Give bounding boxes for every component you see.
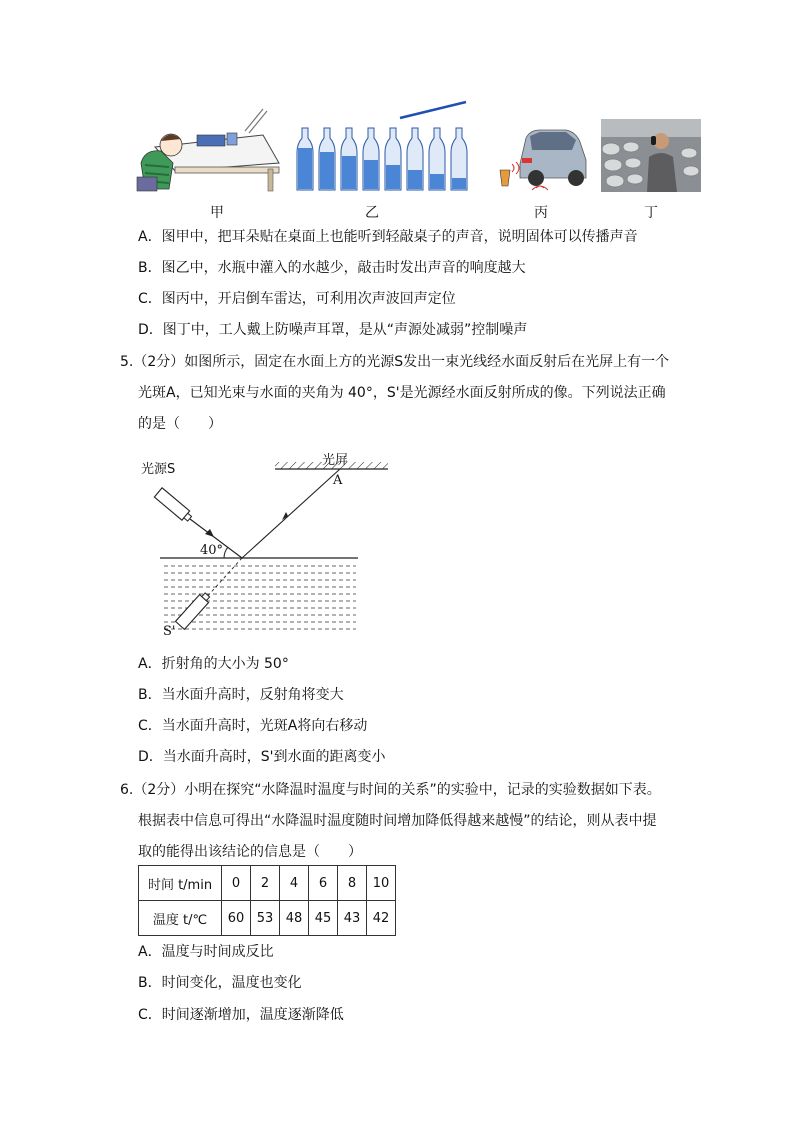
reflected-ray [242,469,343,558]
q6-option-b[interactable]: B．时间变化，温度也变化 [138,975,302,991]
q6-stem-line-2: 根据表中信息可得出“水降温时温度随时间增加降低得越来越慢”的结论，则从表中提 [138,813,657,829]
q5-option-d[interactable]: D．当水面升高时，S'到水面的距离变小 [138,749,386,765]
q5-option-a[interactable]: A．折射角的大小为 50° [138,656,289,672]
table-header-temperature: 温度 t/℃ [139,901,222,936]
table-cell: 42 [367,901,396,936]
figure-ding-image [601,119,701,192]
table-cell: 48 [280,901,309,936]
light-source [154,488,193,524]
table-cell: 6 [309,866,338,901]
table-row-time [139,866,396,901]
q6-option-c[interactable]: C．时间逐渐增加，温度逐渐降低 [138,1007,344,1023]
bottle-row [297,128,467,190]
q5-stem-line-2: 光斑A，已知光束与水面的夹角为 40°，S'是光源经水面反射所成的像。下列说法正确 [138,385,666,401]
table-cell: 0 [222,866,251,901]
angle-arc [224,547,228,558]
label-spot-a: A [333,473,343,488]
caption-ding: 丁 [644,205,658,221]
q5-option-c[interactable]: C．当水面升高时，光斑A将向右移动 [138,718,368,734]
source-image [175,591,211,629]
incident-ray-arrow [205,529,214,537]
table-cell: 60 [222,901,251,936]
table-cell: 45 [309,901,338,936]
table-cell: 53 [251,901,280,936]
q4-option-d[interactable]: D．图丁中，工人戴上防噪声耳罩，是从“声源处减弱”控制噪声 [138,322,528,338]
q5-stem-line-3: 的是（ ） [138,416,222,432]
q4-option-b[interactable]: B．图乙中，水瓶中灌入的水越少，敲击时发出声音的响度越大 [138,260,526,276]
q6-stem-line-3: 取的能得出该结论的信息是（ ） [138,844,362,860]
table-cell: 4 [280,866,309,901]
q6-stem-line-1: 6.（2分）小明在探究“水降温时温度与时间的关系”的实验中，记录的实验数据如下表。 [120,782,661,798]
q5-reflection-diagram [140,448,400,648]
q5-stem-line-1: 5.（2分）如图所示，固定在水面上方的光源S发出一束光线经水面反射后在光屏上有一个 [120,354,670,370]
table-header-time: 时间 t/min [139,866,222,901]
table-cell: 2 [251,866,280,901]
label-angle: 40° [200,543,224,558]
q6-option-a[interactable]: A．温度与时间成反比 [138,944,274,960]
q4-option-a[interactable]: A．图甲中，把耳朵贴在桌面上也能听到轻敲桌子的声音，说明固体可以传播声音 [138,229,638,245]
label-light-source: 光源S [141,462,176,477]
q6-data-table [138,865,396,936]
q5-option-b[interactable]: B．当水面升高时，反射角将变大 [138,687,344,703]
caption-yi: 乙 [365,205,379,221]
label-screen: 光屏 [322,453,349,468]
figure-jia-image [135,105,283,193]
q4-option-c[interactable]: C．图丙中，开启倒车雷达，可利用次声波回声定位 [138,291,456,307]
caption-jia: 甲 [210,205,224,221]
table-cell: 10 [367,866,396,901]
table-row-temperature [139,901,396,936]
figure-bing-image [496,120,590,192]
figure-yi-image [293,98,473,194]
caption-bing: 丙 [534,205,548,221]
label-image-s: S' [163,624,176,639]
table-cell: 8 [338,866,367,901]
table-cell: 43 [338,901,367,936]
